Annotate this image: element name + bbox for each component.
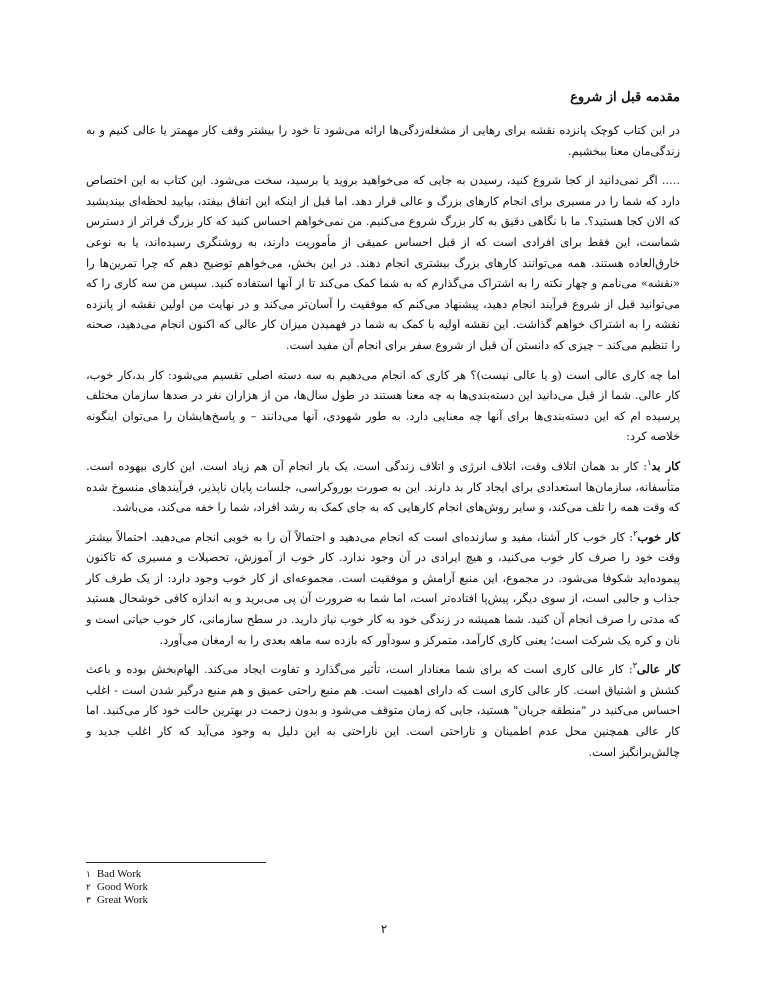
good-work-term: کار خوب — [637, 529, 680, 544]
main-content — [86, 88, 680, 771]
section-heading: مقدمه قبل از شروع — [570, 90, 680, 105]
footnote-text: Bad Work — [96, 868, 142, 880]
footnote-ref-1: ۱ — [647, 458, 652, 468]
paragraph-intro — [86, 120, 680, 161]
footnote-number: ۳ — [86, 895, 91, 905]
paragraph-categories — [86, 365, 680, 447]
footnote-item — [86, 881, 386, 894]
paragraph-text: : کار خوب کار آشنا، مفید و سازنده‌ای است که انجام می‌دهید و احتمالاً آن را به خوبی انجام می‌دهید. احتمالاً بیشتر وقت خود را صرف کار خوب می‌کنید، و هیچ ایرادی در آن وجود ندارد. کار خوب از آموزش، تحصیلات و مسیری که تاکنون پیموده‌اید شکوفا می‌شود. در مجموع، این منبع آرامش و موفقیت است. مجموعه‌ای از کار خوب وجود دارد: از یک طرف کار جذاب و جالبی است، از سوی دیگر، پیش‌پا افتاده‌تر است، اما شما به ضرورت آن پی می‌برید و به اندازه کافی خوشحال هستید که مدتی را صرف انجام آن کنید. شما همیشه در زندگی خود به کار خوب نیاز دارید. در سطح سازمانی، کار خوب حیاتی است و نان و کره یک شرکت است؛ یعنی کاری کارآمد، متمرکز و سودآور که بازده سه ماهه بعدی را به ارمغان می‌آورد. — [86, 529, 680, 647]
paragraph-bad-work — [86, 456, 680, 518]
footnote-number: ۲ — [86, 882, 91, 892]
paragraph-text: ..... اگر نمی‌دانید از کجا شروع کنید، رسیدن به جایی که می‌خواهید بروید یا برسید، سخت می‌شود. این کتاب به این اختصاص دارد که شما را در مسیری برای انجام کارهای بزرگ و عالی قرار دهد. اما قبل از اینکه این اتفاق بیفتد، بیایید لحظه‌ای بیندیشید که الان کجا هستید؟. ما با نگاهی دقیق به کار بزرگ شروع می‌کنیم. من نمی‌خواهم احساس کنید که کار بزرگ فراتر از دسترس شماست، این فقط برای افرادی است که از قبل احساس عمیقی از مأموریت دارند، به روشنگری رسیده‌اند، یا به نوعی خارق‌العاده هستند. همه می‌توانند کارهای بزرگ بیشتری انجام دهند. در این بخش، می‌خواهم توضیح دهم که چرا تمرین‌ها را «نقشه» می‌نامم و چهار نکته را به اشتراک می‌گذارم که به شما کمک می‌کند تا از آنها استفاده کنید. سپس من سه کاری را که می‌توانید قبل از شروع فرآیند انجام دهید، پیشنهاد می‌کنم که موفقیت را آسان‌تر می‌کند و در نهایت من اولین نقشه از پانزده نقشه را به اشتراک خواهم گذاشت. این نقشه اولیه با کمک به شما در فهمیدن میزان کار عالی که اکنون انجام می‌دهید، صحنه را تنظیم می‌کند – چیزی که دانستن آن قبل از شروع سفر برای انجام آن مفید است. — [86, 173, 680, 352]
paragraph-text: : کار بد همان اتلاف وقت، اتلاف انرژی و اتلاف زندگی است. یک بار انجام آن هم زیاد است. این کاری بیهوده است. متأسفانه، سازمان‌ها استعدادی برای ایجاد کار بد دارند. این به صورت بوروکراسی، جلسات پایان ناپذیر، فرآیندهای منسوخ شده که وقت همه را تلف می‌کند، و سایر روش‌های انجام کارهایی که به جای کمک به رشد افراد، شما را خفه می‌کند، می‌باشد. — [86, 458, 680, 515]
paragraph-great-work — [86, 659, 680, 762]
paragraph-text: در این کتاب کوچک پانزده نقشه برای رهایی از مشغلەزدگی‌ها ارائه می‌شود تا خود را بیشتر وقف کار مهمتر یا عالی کنیم و به زندگی‌مان معنا ببخشیم. — [86, 123, 680, 158]
footnote-ref-3: ۳ — [632, 661, 637, 671]
footnote-number: ۱ — [86, 869, 91, 879]
bad-work-term: کار بد — [651, 458, 680, 473]
footnote-item — [86, 894, 386, 907]
footnote-text: Good Work — [96, 881, 149, 893]
paragraph-text: : کار عالی کاری است که برای شما معنادار است، تأثیر می‌گذارد و تفاوت ایجاد می‌کند. الهام‌بخش بوده و باعث کشش و اشتیاق است. کار عالی کاری است که دارای اهمیت است. هم منبع راحتی عمیق و هم منبع درگیر شدن است - اغلب احساس می‌کنید در "منطقه جریان" هستید، جایی که زمان متوقف می‌شود و بدون زحمت در بهترین حالت خود کار می‌کنید. اما کار عالی همچنین محل عدم اطمینان و ناراحتی است. این ناراحتی به این دلیل به وجود می‌آید که کار اغلب جدید و چالش‌برانگیز است. — [86, 662, 680, 759]
footnote-text: Great Work — [96, 894, 148, 906]
paragraph-good-work — [86, 527, 680, 651]
footnotes — [86, 868, 386, 907]
great-work-term: کار عالی — [636, 662, 681, 677]
footnote-ref-2: ۲ — [633, 528, 638, 538]
footnote-item — [86, 868, 386, 881]
paragraph-start — [86, 170, 680, 355]
paragraph-text: اما چه کاری عالی است (و یا عالی نیست)؟ هر کاری که انجام می‌دهیم به سه دسته اصلی تقسیم می‌شود: کار بد،کار خوب، کار عالی. شما از قبل می‌دانید این دسته‌بندی‌ها به چه معنا هستند در طول سال‌ها، من از هزاران نفر در صدها سازمان مختلف پرسیده ام که این دسته‌بندی‌ها برای آنها چه معنایی دارد. به طور شهودی، آنها می‌دانند – و پاسخ‌هایشان را می‌توان اینگونه خلاصه کرد: — [86, 367, 680, 444]
page-number: ۲ — [380, 922, 388, 936]
footnote-divider — [86, 862, 266, 863]
